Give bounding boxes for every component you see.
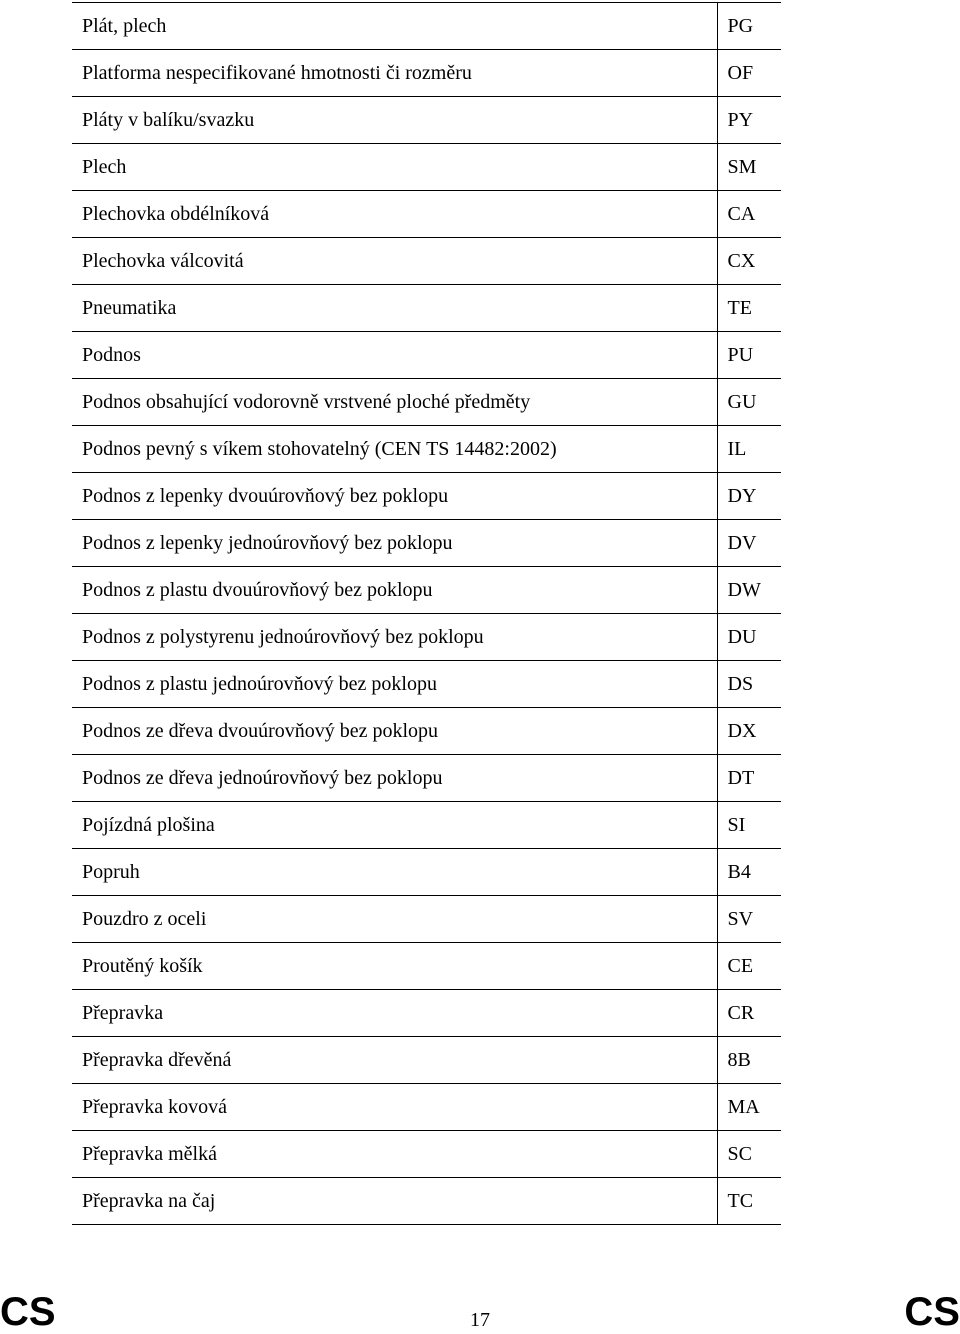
table-row	[72, 614, 781, 661]
table-row	[72, 990, 781, 1037]
row-code: DS	[717, 661, 781, 708]
row-description: Podnos ze dřeva dvouúrovňový bez poklopu	[72, 708, 717, 755]
packaging-code-table	[72, 2, 781, 1225]
table-row	[72, 379, 781, 426]
row-description: Pojízdná plošina	[72, 802, 717, 849]
row-description: Pláty v balíku/svazku	[72, 97, 717, 144]
table-row	[72, 1131, 781, 1178]
row-description: Přepravka	[72, 990, 717, 1037]
row-code: TC	[717, 1178, 781, 1225]
row-description: Přepravka dřevěná	[72, 1037, 717, 1084]
table-row	[72, 144, 781, 191]
row-description: Podnos z lepenky dvouúrovňový bez poklopu	[72, 473, 717, 520]
row-description: Podnos z lepenky jednoúrovňový bez poklopu	[72, 520, 717, 567]
table-row	[72, 1084, 781, 1131]
row-description: Proutěný košík	[72, 943, 717, 990]
table-row	[72, 285, 781, 332]
row-description: Plát, plech	[72, 3, 717, 50]
table-row	[72, 802, 781, 849]
table-row	[72, 755, 781, 802]
table-row	[72, 50, 781, 97]
row-description: Přepravka na čaj	[72, 1178, 717, 1225]
footer-language-label-right: CS	[904, 1290, 960, 1334]
table-row	[72, 332, 781, 379]
table-row	[72, 473, 781, 520]
table-row	[72, 943, 781, 990]
row-code: PU	[717, 332, 781, 379]
row-description: Platforma nespecifikované hmotnosti či rozměru	[72, 50, 717, 97]
row-description: Podnos ze dřeva jednoúrovňový bez poklopu	[72, 755, 717, 802]
row-code: DX	[717, 708, 781, 755]
row-code: DY	[717, 473, 781, 520]
row-description: Plech	[72, 144, 717, 191]
table-row	[72, 1178, 781, 1225]
table-row	[72, 426, 781, 473]
packaging-code-table-body	[72, 3, 781, 1225]
row-description: Plechovka válcovitá	[72, 238, 717, 285]
footer-language-label-left: CS	[0, 1290, 56, 1334]
row-code: GU	[717, 379, 781, 426]
table-row	[72, 520, 781, 567]
row-description: Podnos z polystyrenu jednoúrovňový bez poklopu	[72, 614, 717, 661]
row-code: SI	[717, 802, 781, 849]
table-row	[72, 661, 781, 708]
row-description: Přepravka mělká	[72, 1131, 717, 1178]
row-code: IL	[717, 426, 781, 473]
table-row	[72, 1037, 781, 1084]
row-code: TE	[717, 285, 781, 332]
table-row	[72, 896, 781, 943]
row-code: MA	[717, 1084, 781, 1131]
row-code: DT	[717, 755, 781, 802]
table-row	[72, 567, 781, 614]
row-description: Plechovka obdélníková	[72, 191, 717, 238]
row-description: Podnos z plastu jednoúrovňový bez poklopu	[72, 661, 717, 708]
table-row	[72, 238, 781, 285]
row-code: PG	[717, 3, 781, 50]
row-code: B4	[717, 849, 781, 896]
table-row	[72, 97, 781, 144]
table-row	[72, 708, 781, 755]
row-description: Přepravka kovová	[72, 1084, 717, 1131]
row-code: SM	[717, 144, 781, 191]
row-description: Pouzdro z oceli	[72, 896, 717, 943]
table-row	[72, 191, 781, 238]
row-code: OF	[717, 50, 781, 97]
row-code: PY	[717, 97, 781, 144]
row-description: Podnos z plastu dvouúrovňový bez poklopu	[72, 567, 717, 614]
row-code: CR	[717, 990, 781, 1037]
row-description: Podnos	[72, 332, 717, 379]
row-code: 8B	[717, 1037, 781, 1084]
row-code: SV	[717, 896, 781, 943]
page-number: 17	[470, 1309, 490, 1331]
row-code: CA	[717, 191, 781, 238]
row-description: Podnos pevný s víkem stohovatelný (CEN TS 14482:2002)	[72, 426, 717, 473]
row-description: Popruh	[72, 849, 717, 896]
row-code: CX	[717, 238, 781, 285]
row-code: DW	[717, 567, 781, 614]
row-code: SC	[717, 1131, 781, 1178]
row-description: Pneumatika	[72, 285, 717, 332]
table-row	[72, 849, 781, 896]
row-description: Podnos obsahující vodorovně vrstvené ploché předměty	[72, 379, 717, 426]
table-row	[72, 3, 781, 50]
row-code: DU	[717, 614, 781, 661]
row-code: DV	[717, 520, 781, 567]
row-code: CE	[717, 943, 781, 990]
